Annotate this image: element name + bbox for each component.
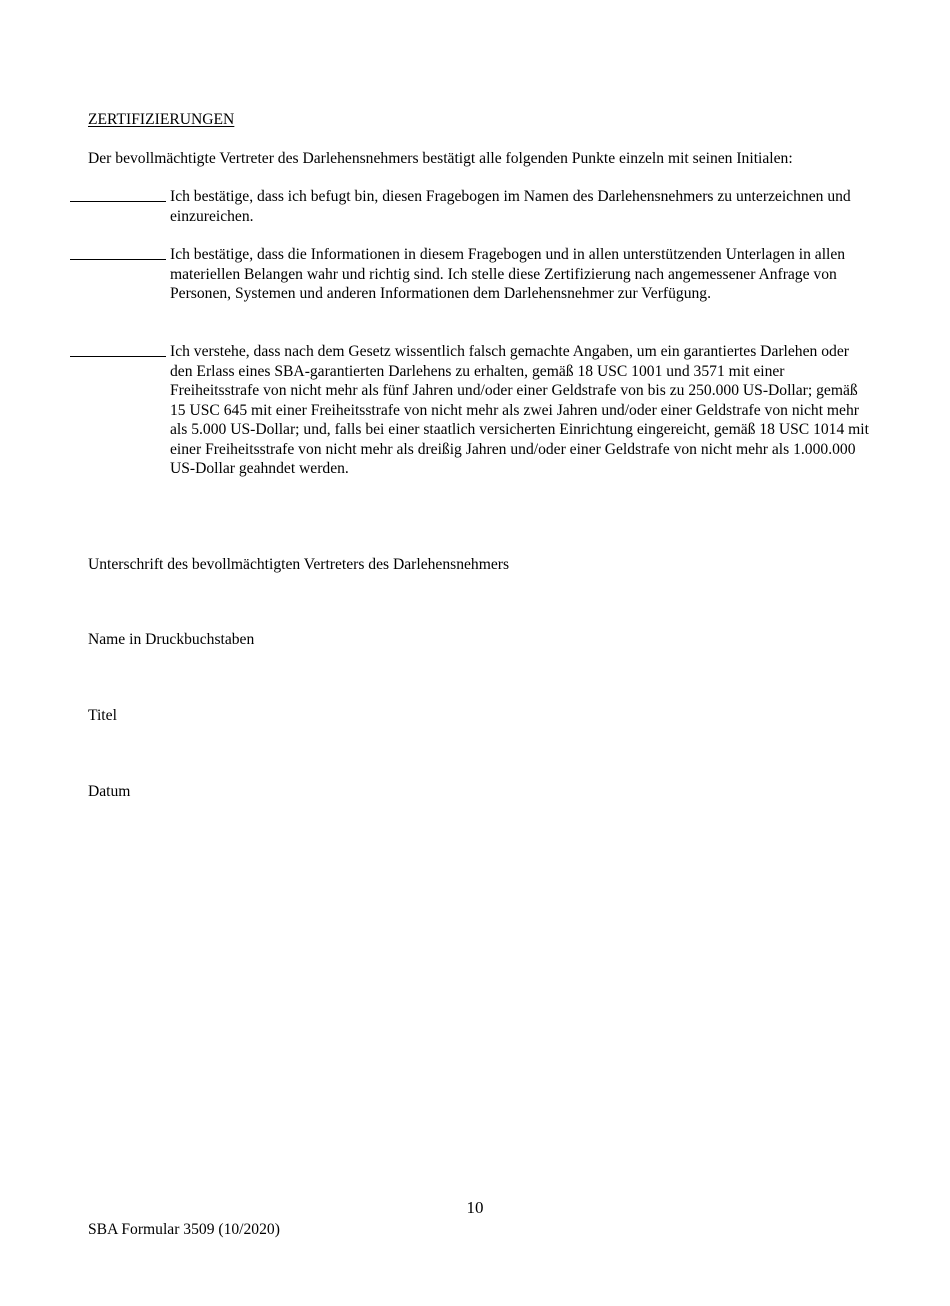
initials-field[interactable] bbox=[70, 201, 166, 202]
signature-label: Unterschrift des bevollmächtigten Vertreters des Darlehensnehmers bbox=[88, 556, 510, 573]
initials-field[interactable] bbox=[70, 259, 166, 260]
certification-item bbox=[70, 342, 870, 479]
certification-text: Ich bestätige, dass ich befugt bin, diesen Fragebogen im Namen des Darlehensnehmers zu unterzeichnen und einzureichen. bbox=[170, 188, 851, 225]
certification-text: Ich verstehe, dass nach dem Gesetz wissentlich falsch gemachte Angaben, um ein garantiertes Darlehen oder den Erlass eines SBA-garantierten Darlehens zu erhalten, gemäß 18 USC 1001 und 3571 mit einer Freiheitsstrafe von nicht mehr als fünf Jahren und/oder einer Geldstrafe von bis zu 250.000 US-Dollar; gemäß 15 USC 645 mit einer Freiheitsstrafe von nicht mehr als zwei Jahren und/oder einer Geldstrafe von nicht mehr als 5.000 US-Dollar; und, falls bei einer staatlich versicherten Einrichtung eingereicht, gemäß 18 USC 1014 mit einer Freiheitsstrafe von nicht mehr als dreißig Jahren und/oder einer Geldstrafe von nicht mehr als 1.000.000 US-Dollar geahndet werden. bbox=[170, 343, 869, 477]
section-title: ZERTIFIZIERUNGEN bbox=[88, 111, 235, 128]
initials-field[interactable] bbox=[70, 356, 166, 357]
page-number: 10 bbox=[466, 1198, 484, 1217]
certification-text: Ich bestätige, dass die Informationen in diesem Fragebogen und in allen unterstützenden Unterlagen in allen materiellen Belangen wahr und richtig sind. Ich stelle diese Zertifizierung nach angemessener Anfrage von Personen, Systemen und anderen Informationen dem Darlehensnehmer zur Verfügung. bbox=[170, 246, 846, 302]
form-identifier: SBA Formular 3509 (10/2020) bbox=[88, 1221, 280, 1238]
certification-intro: Der bevollmächtigte Vertreter des Darlehensnehmers bestätigt alle folgenden Punkte einzeln mit seinen Initialen: bbox=[88, 150, 793, 167]
date-label: Datum bbox=[88, 783, 131, 800]
printed-name-label: Name in Druckbuchstaben bbox=[88, 631, 255, 648]
certification-item bbox=[70, 187, 870, 226]
title-label: Titel bbox=[88, 707, 117, 724]
certification-item bbox=[70, 245, 870, 304]
